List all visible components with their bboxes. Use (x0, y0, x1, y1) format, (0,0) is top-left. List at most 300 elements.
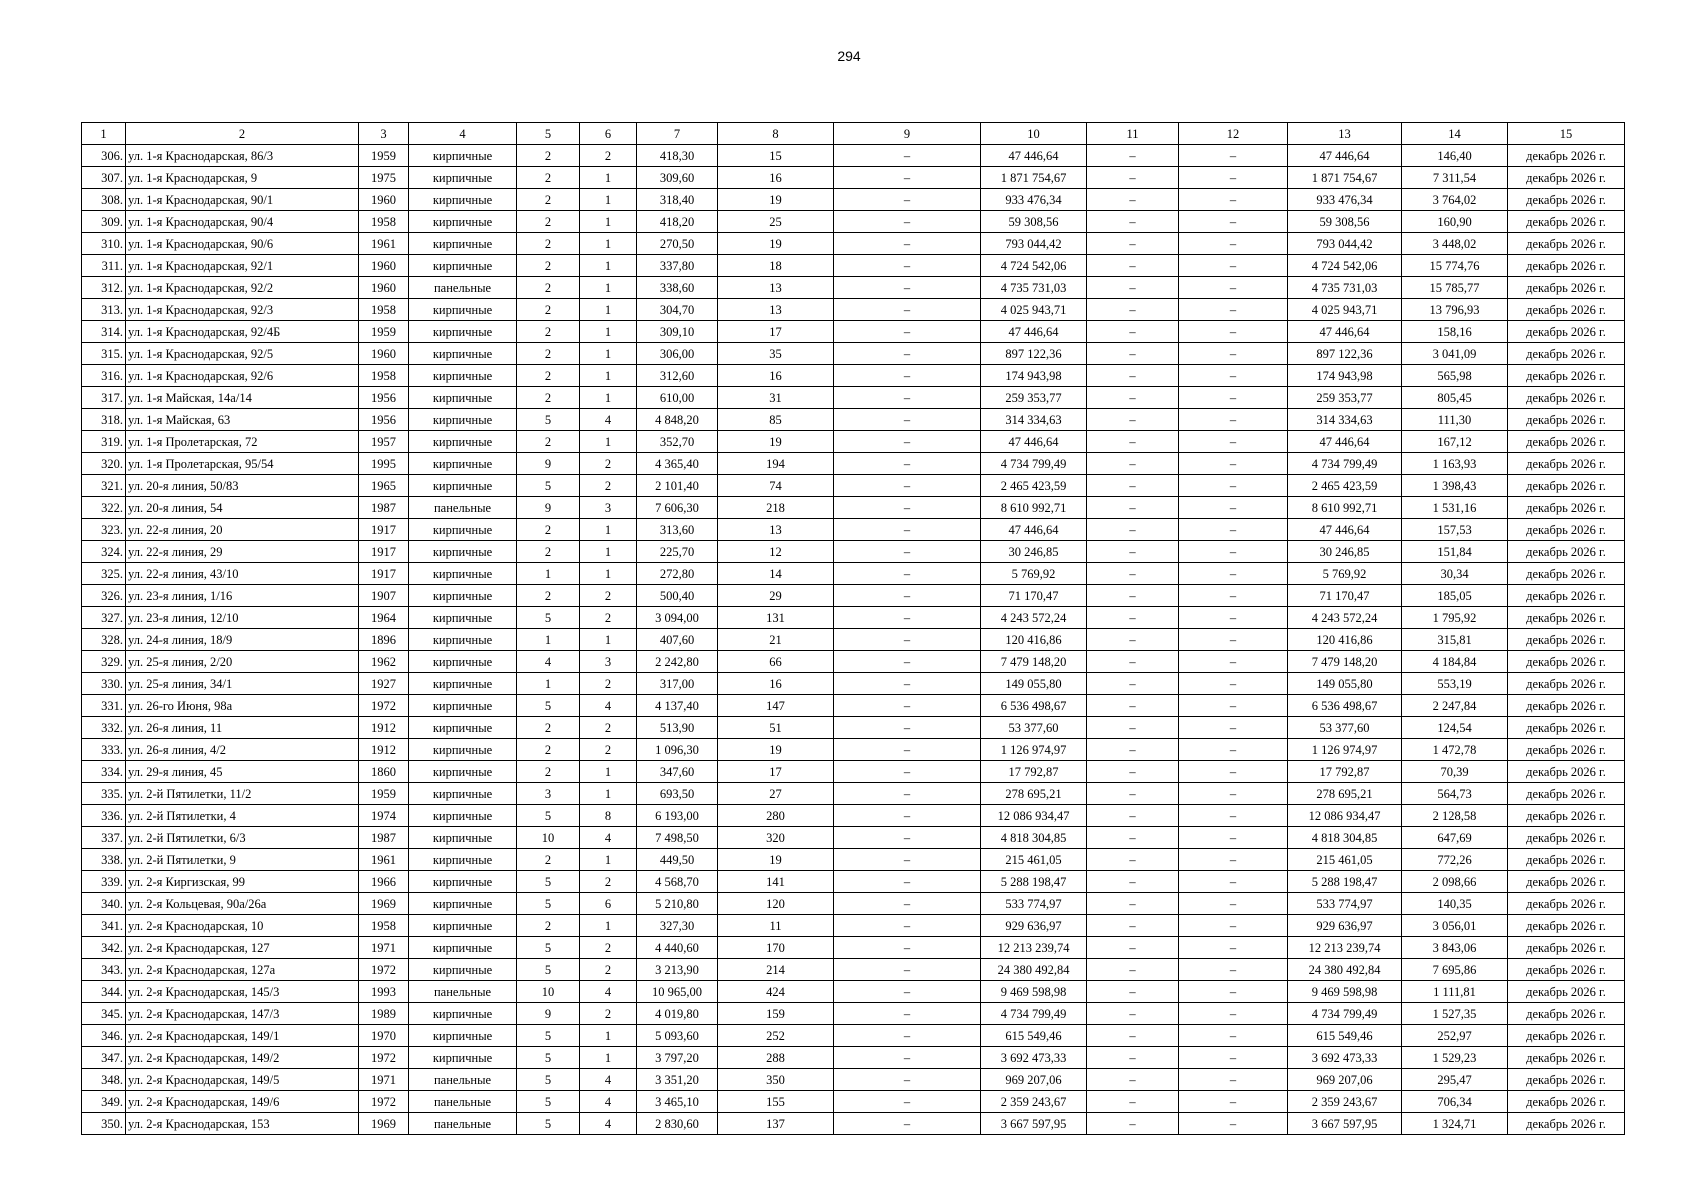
cell-col-12-value: – (1179, 629, 1288, 651)
cell-entrances: 1 (580, 563, 637, 585)
cell-area: 693,50 (637, 783, 718, 805)
cell-floors: 4 (517, 651, 580, 673)
cell-residents: 35 (718, 343, 834, 365)
cell-entrances: 4 (580, 695, 637, 717)
cell-wall-material: кирпичные (409, 519, 517, 541)
cell-floors: 2 (517, 519, 580, 541)
cell-row-number: 341. (82, 915, 126, 937)
cell-col-12-value: – (1179, 563, 1288, 585)
cell-year-built: 1987 (359, 497, 409, 519)
cell-total-cost: 17 792,87 (981, 761, 1087, 783)
cell-area: 6 193,00 (637, 805, 718, 827)
cell-floors: 1 (517, 563, 580, 585)
cell-col-12-value: – (1179, 827, 1288, 849)
cell-entrances: 1 (580, 541, 637, 563)
cell-col-9-value: – (834, 563, 981, 585)
cell-col-9-value: – (834, 695, 981, 717)
cell-col-11-value: – (1087, 431, 1179, 453)
cell-col-11-value: – (1087, 695, 1179, 717)
cell-area: 317,00 (637, 673, 718, 695)
cell-floors: 5 (517, 1091, 580, 1113)
cell-row-number: 329. (82, 651, 126, 673)
cell-area: 309,60 (637, 167, 718, 189)
cell-floors: 10 (517, 827, 580, 849)
cell-floors: 9 (517, 497, 580, 519)
cell-col-11-value: – (1087, 871, 1179, 893)
cell-entrances: 1 (580, 211, 637, 233)
cell-cost-13: 120 416,86 (1288, 629, 1402, 651)
cell-deadline: декабрь 2026 г. (1508, 739, 1625, 761)
cell-residents: 137 (718, 1113, 834, 1135)
cell-floors: 2 (517, 849, 580, 871)
cell-wall-material: кирпичные (409, 695, 517, 717)
cell-col-9-value: – (834, 343, 981, 365)
cell-cost-per-m2: 565,98 (1402, 365, 1508, 387)
cell-col-11-value: – (1087, 387, 1179, 409)
cell-cost-per-m2: 4 184,84 (1402, 651, 1508, 673)
cell-col-11-value: – (1087, 673, 1179, 695)
cell-entrances: 8 (580, 805, 637, 827)
cell-row-number: 339. (82, 871, 126, 893)
cell-cost-per-m2: 553,19 (1402, 673, 1508, 695)
cell-residents: 31 (718, 387, 834, 409)
cell-cost-per-m2: 647,69 (1402, 827, 1508, 849)
cell-address: ул. 2-я Кольцевая, 90а/26а (126, 893, 359, 915)
cell-col-12-value: – (1179, 893, 1288, 915)
cell-entrances: 3 (580, 651, 637, 673)
cell-entrances: 1 (580, 1025, 637, 1047)
column-header-8: 8 (718, 123, 834, 145)
table-row (82, 849, 1625, 871)
cell-deadline: декабрь 2026 г. (1508, 321, 1625, 343)
cell-col-11-value: – (1087, 739, 1179, 761)
cell-row-number: 333. (82, 739, 126, 761)
cell-cost-per-m2: 1 324,71 (1402, 1113, 1508, 1135)
cell-wall-material: кирпичные (409, 783, 517, 805)
cell-total-cost: 278 695,21 (981, 783, 1087, 805)
cell-floors: 5 (517, 695, 580, 717)
cell-year-built: 1917 (359, 541, 409, 563)
table-row (82, 233, 1625, 255)
cell-wall-material: кирпичные (409, 585, 517, 607)
cell-row-number: 350. (82, 1113, 126, 1135)
cell-residents: 194 (718, 453, 834, 475)
cell-residents: 120 (718, 893, 834, 915)
cell-area: 337,80 (637, 255, 718, 277)
cell-row-number: 312. (82, 277, 126, 299)
cell-cost-per-m2: 185,05 (1402, 585, 1508, 607)
cell-floors: 2 (517, 915, 580, 937)
cell-cost-13: 47 446,64 (1288, 431, 1402, 453)
cell-col-11-value: – (1087, 629, 1179, 651)
cell-cost-per-m2: 30,34 (1402, 563, 1508, 585)
table-row (82, 805, 1625, 827)
cell-wall-material: кирпичные (409, 1047, 517, 1069)
cell-cost-per-m2: 167,12 (1402, 431, 1508, 453)
cell-cost-13: 1 126 974,97 (1288, 739, 1402, 761)
cell-total-cost: 149 055,80 (981, 673, 1087, 695)
cell-col-9-value: – (834, 937, 981, 959)
table-row (82, 541, 1625, 563)
cell-floors: 9 (517, 453, 580, 475)
cell-area: 2 830,60 (637, 1113, 718, 1135)
cell-col-12-value: – (1179, 761, 1288, 783)
cell-wall-material: кирпичные (409, 453, 517, 475)
cell-col-12-value: – (1179, 1047, 1288, 1069)
cell-col-12-value: – (1179, 277, 1288, 299)
cell-cost-13: 9 469 598,98 (1288, 981, 1402, 1003)
cell-residents: 214 (718, 959, 834, 981)
cell-residents: 15 (718, 145, 834, 167)
cell-col-9-value: – (834, 189, 981, 211)
cell-year-built: 1972 (359, 1091, 409, 1113)
cell-col-9-value: – (834, 673, 981, 695)
cell-area: 5 210,80 (637, 893, 718, 915)
cell-year-built: 1965 (359, 475, 409, 497)
cell-deadline: декабрь 2026 г. (1508, 959, 1625, 981)
cell-cost-per-m2: 111,30 (1402, 409, 1508, 431)
cell-total-cost: 12 086 934,47 (981, 805, 1087, 827)
cell-deadline: декабрь 2026 г. (1508, 849, 1625, 871)
cell-deadline: декабрь 2026 г. (1508, 805, 1625, 827)
cell-residents: 29 (718, 585, 834, 607)
cell-col-12-value: – (1179, 849, 1288, 871)
cell-total-cost: 533 774,97 (981, 893, 1087, 915)
cell-entrances: 1 (580, 343, 637, 365)
cell-entrances: 2 (580, 607, 637, 629)
table-row (82, 629, 1625, 651)
cell-residents: 159 (718, 1003, 834, 1025)
cell-wall-material: кирпичные (409, 211, 517, 233)
table-row (82, 607, 1625, 629)
cell-cost-per-m2: 295,47 (1402, 1069, 1508, 1091)
cell-wall-material: кирпичные (409, 805, 517, 827)
cell-entrances: 1 (580, 519, 637, 541)
cell-year-built: 1970 (359, 1025, 409, 1047)
cell-year-built: 1960 (359, 189, 409, 211)
column-header-2: 2 (126, 123, 359, 145)
cell-address: ул. 22-я линия, 29 (126, 541, 359, 563)
cell-deadline: декабрь 2026 г. (1508, 277, 1625, 299)
cell-residents: 17 (718, 761, 834, 783)
cell-address: ул. 23-я линия, 12/10 (126, 607, 359, 629)
cell-floors: 2 (517, 761, 580, 783)
cell-address: ул. 2-я Краснодарская, 10 (126, 915, 359, 937)
cell-floors: 2 (517, 431, 580, 453)
cell-cost-per-m2: 1 472,78 (1402, 739, 1508, 761)
cell-col-9-value: – (834, 585, 981, 607)
cell-total-cost: 4 025 943,71 (981, 299, 1087, 321)
cell-col-11-value: – (1087, 783, 1179, 805)
cell-cost-per-m2: 3 843,06 (1402, 937, 1508, 959)
cell-total-cost: 793 044,42 (981, 233, 1087, 255)
cell-wall-material: кирпичные (409, 167, 517, 189)
cell-col-9-value: – (834, 761, 981, 783)
cell-wall-material: кирпичные (409, 1003, 517, 1025)
cell-col-11-value: – (1087, 167, 1179, 189)
cell-total-cost: 71 170,47 (981, 585, 1087, 607)
cell-residents: 218 (718, 497, 834, 519)
cell-area: 3 351,20 (637, 1069, 718, 1091)
cell-year-built: 1969 (359, 1113, 409, 1135)
cell-col-9-value: – (834, 167, 981, 189)
cell-floors: 5 (517, 1025, 580, 1047)
cell-total-cost: 4 734 799,49 (981, 1003, 1087, 1025)
cell-floors: 2 (517, 717, 580, 739)
cell-area: 352,70 (637, 431, 718, 453)
cell-cost-13: 4 735 731,03 (1288, 277, 1402, 299)
cell-row-number: 310. (82, 233, 126, 255)
cell-total-cost: 174 943,98 (981, 365, 1087, 387)
cell-area: 338,60 (637, 277, 718, 299)
cell-floors: 2 (517, 387, 580, 409)
cell-row-number: 337. (82, 827, 126, 849)
cell-col-12-value: – (1179, 1003, 1288, 1025)
cell-cost-13: 59 308,56 (1288, 211, 1402, 233)
table-row (82, 475, 1625, 497)
cell-col-12-value: – (1179, 475, 1288, 497)
cell-address: ул. 2-й Пятилетки, 9 (126, 849, 359, 871)
cell-area: 418,30 (637, 145, 718, 167)
cell-col-12-value: – (1179, 167, 1288, 189)
cell-residents: 12 (718, 541, 834, 563)
cell-year-built: 1993 (359, 981, 409, 1003)
cell-floors: 2 (517, 321, 580, 343)
cell-area: 3 213,90 (637, 959, 718, 981)
cell-row-number: 307. (82, 167, 126, 189)
cell-row-number: 349. (82, 1091, 126, 1113)
cell-col-9-value: – (834, 409, 981, 431)
cell-cost-13: 149 055,80 (1288, 673, 1402, 695)
cell-total-cost: 259 353,77 (981, 387, 1087, 409)
cell-year-built: 1958 (359, 915, 409, 937)
cell-col-9-value: – (834, 629, 981, 651)
cell-cost-13: 969 207,06 (1288, 1069, 1402, 1091)
cell-cost-13: 4 025 943,71 (1288, 299, 1402, 321)
cell-residents: 19 (718, 431, 834, 453)
cell-cost-13: 47 446,64 (1288, 321, 1402, 343)
cell-floors: 2 (517, 277, 580, 299)
cell-year-built: 1962 (359, 651, 409, 673)
cell-wall-material: панельные (409, 981, 517, 1003)
cell-area: 272,80 (637, 563, 718, 585)
cell-area: 304,70 (637, 299, 718, 321)
cell-residents: 66 (718, 651, 834, 673)
cell-cost-per-m2: 7 695,86 (1402, 959, 1508, 981)
cell-wall-material: кирпичные (409, 563, 517, 585)
cell-address: ул. 2-я Краснодарская, 145/3 (126, 981, 359, 1003)
cell-address: ул. 2-й Пятилетки, 11/2 (126, 783, 359, 805)
cell-residents: 11 (718, 915, 834, 937)
cell-deadline: декабрь 2026 г. (1508, 585, 1625, 607)
cell-col-12-value: – (1179, 695, 1288, 717)
cell-address: ул. 2-я Краснодарская, 149/1 (126, 1025, 359, 1047)
cell-cost-per-m2: 1 163,93 (1402, 453, 1508, 475)
cell-residents: 13 (718, 519, 834, 541)
cell-col-11-value: – (1087, 145, 1179, 167)
cell-entrances: 1 (580, 431, 637, 453)
cell-row-number: 324. (82, 541, 126, 563)
cell-address: ул. 1-я Краснодарская, 9 (126, 167, 359, 189)
cell-entrances: 1 (580, 629, 637, 651)
cell-floors: 2 (517, 299, 580, 321)
cell-total-cost: 4 734 799,49 (981, 453, 1087, 475)
cell-entrances: 2 (580, 739, 637, 761)
cell-cost-13: 259 353,77 (1288, 387, 1402, 409)
table-row (82, 453, 1625, 475)
cell-cost-13: 3 667 597,95 (1288, 1113, 1402, 1135)
column-header-7: 7 (637, 123, 718, 145)
cell-row-number: 323. (82, 519, 126, 541)
cell-year-built: 1958 (359, 211, 409, 233)
table-row (82, 1025, 1625, 1047)
cell-cost-13: 1 871 754,67 (1288, 167, 1402, 189)
cell-entrances: 2 (580, 717, 637, 739)
cell-address: ул. 2-я Краснодарская, 149/5 (126, 1069, 359, 1091)
cell-row-number: 315. (82, 343, 126, 365)
cell-wall-material: кирпичные (409, 893, 517, 915)
cell-year-built: 1958 (359, 365, 409, 387)
cell-floors: 2 (517, 739, 580, 761)
cell-year-built: 1969 (359, 893, 409, 915)
cell-residents: 19 (718, 849, 834, 871)
cell-residents: 131 (718, 607, 834, 629)
cell-col-12-value: – (1179, 651, 1288, 673)
cell-deadline: декабрь 2026 г. (1508, 519, 1625, 541)
cell-year-built: 1912 (359, 739, 409, 761)
cell-entrances: 2 (580, 959, 637, 981)
cell-area: 306,00 (637, 343, 718, 365)
cell-col-12-value: – (1179, 541, 1288, 563)
cell-floors: 5 (517, 959, 580, 981)
cell-wall-material: панельные (409, 1113, 517, 1135)
cell-address: ул. 2-я Краснодарская, 149/6 (126, 1091, 359, 1113)
cell-total-cost: 4 818 304,85 (981, 827, 1087, 849)
cell-row-number: 325. (82, 563, 126, 585)
cell-year-built: 1917 (359, 563, 409, 585)
cell-col-11-value: – (1087, 497, 1179, 519)
cell-cost-13: 24 380 492,84 (1288, 959, 1402, 981)
table-row (82, 871, 1625, 893)
cell-floors: 1 (517, 673, 580, 695)
cell-address: ул. 1-я Краснодарская, 86/3 (126, 145, 359, 167)
cell-residents: 51 (718, 717, 834, 739)
cell-year-built: 1975 (359, 167, 409, 189)
cell-col-12-value: – (1179, 805, 1288, 827)
cell-col-11-value: – (1087, 937, 1179, 959)
cell-col-11-value: – (1087, 893, 1179, 915)
cell-residents: 252 (718, 1025, 834, 1047)
cell-cost-per-m2: 160,90 (1402, 211, 1508, 233)
cell-col-12-value: – (1179, 717, 1288, 739)
cell-wall-material: панельные (409, 497, 517, 519)
cell-floors: 2 (517, 365, 580, 387)
cell-floors: 2 (517, 541, 580, 563)
cell-deadline: декабрь 2026 г. (1508, 871, 1625, 893)
cell-col-11-value: – (1087, 805, 1179, 827)
cell-address: ул. 1-я Пролетарская, 95/54 (126, 453, 359, 475)
table-row (82, 695, 1625, 717)
cell-floors: 2 (517, 255, 580, 277)
cell-residents: 141 (718, 871, 834, 893)
cell-cost-13: 3 692 473,33 (1288, 1047, 1402, 1069)
cell-row-number: 336. (82, 805, 126, 827)
cell-address: ул. 22-я линия, 20 (126, 519, 359, 541)
table-row (82, 915, 1625, 937)
cell-total-cost: 120 416,86 (981, 629, 1087, 651)
cell-cost-13: 615 549,46 (1288, 1025, 1402, 1047)
column-header-4: 4 (409, 123, 517, 145)
column-header-12: 12 (1179, 123, 1288, 145)
cell-wall-material: кирпичные (409, 849, 517, 871)
cell-col-9-value: – (834, 299, 981, 321)
cell-deadline: декабрь 2026 г. (1508, 167, 1625, 189)
cell-col-9-value: – (834, 1025, 981, 1047)
cell-row-number: 335. (82, 783, 126, 805)
cell-entrances: 1 (580, 277, 637, 299)
cell-total-cost: 215 461,05 (981, 849, 1087, 871)
header-row (82, 123, 1625, 145)
cell-area: 2 101,40 (637, 475, 718, 497)
cell-col-11-value: – (1087, 1003, 1179, 1025)
cell-wall-material: кирпичные (409, 541, 517, 563)
cell-col-9-value: – (834, 497, 981, 519)
table-row (82, 519, 1625, 541)
cell-deadline: декабрь 2026 г. (1508, 893, 1625, 915)
cell-cost-13: 533 774,97 (1288, 893, 1402, 915)
cell-col-12-value: – (1179, 255, 1288, 277)
cell-row-number: 343. (82, 959, 126, 981)
cell-col-12-value: – (1179, 783, 1288, 805)
cell-residents: 21 (718, 629, 834, 651)
cell-area: 3 094,00 (637, 607, 718, 629)
cell-cost-13: 215 461,05 (1288, 849, 1402, 871)
cell-col-11-value: – (1087, 585, 1179, 607)
cell-year-built: 1995 (359, 453, 409, 475)
cell-col-12-value: – (1179, 959, 1288, 981)
cell-cost-13: 4 734 799,49 (1288, 1003, 1402, 1025)
cell-cost-13: 278 695,21 (1288, 783, 1402, 805)
cell-col-12-value: – (1179, 409, 1288, 431)
cell-deadline: декабрь 2026 г. (1508, 937, 1625, 959)
cell-row-number: 317. (82, 387, 126, 409)
cell-col-9-value: – (834, 431, 981, 453)
cell-floors: 2 (517, 233, 580, 255)
cell-area: 347,60 (637, 761, 718, 783)
cell-total-cost: 47 446,64 (981, 519, 1087, 541)
cell-col-12-value: – (1179, 145, 1288, 167)
cell-residents: 170 (718, 937, 834, 959)
cell-deadline: декабрь 2026 г. (1508, 563, 1625, 585)
column-header-13: 13 (1288, 123, 1402, 145)
cell-wall-material: кирпичные (409, 409, 517, 431)
cell-area: 327,30 (637, 915, 718, 937)
cell-deadline: декабрь 2026 г. (1508, 343, 1625, 365)
cell-wall-material: панельные (409, 1091, 517, 1113)
cell-deadline: декабрь 2026 г. (1508, 453, 1625, 475)
cell-residents: 320 (718, 827, 834, 849)
cell-cost-per-m2: 2 098,66 (1402, 871, 1508, 893)
page-number: 294 (837, 48, 861, 64)
cell-entrances: 1 (580, 365, 637, 387)
cell-floors: 2 (517, 585, 580, 607)
cell-year-built: 1958 (359, 299, 409, 321)
cell-wall-material: кирпичные (409, 1025, 517, 1047)
cell-floors: 1 (517, 629, 580, 651)
cell-address: ул. 1-я Пролетарская, 72 (126, 431, 359, 453)
cell-col-12-value: – (1179, 1025, 1288, 1047)
cell-wall-material: кирпичные (409, 959, 517, 981)
